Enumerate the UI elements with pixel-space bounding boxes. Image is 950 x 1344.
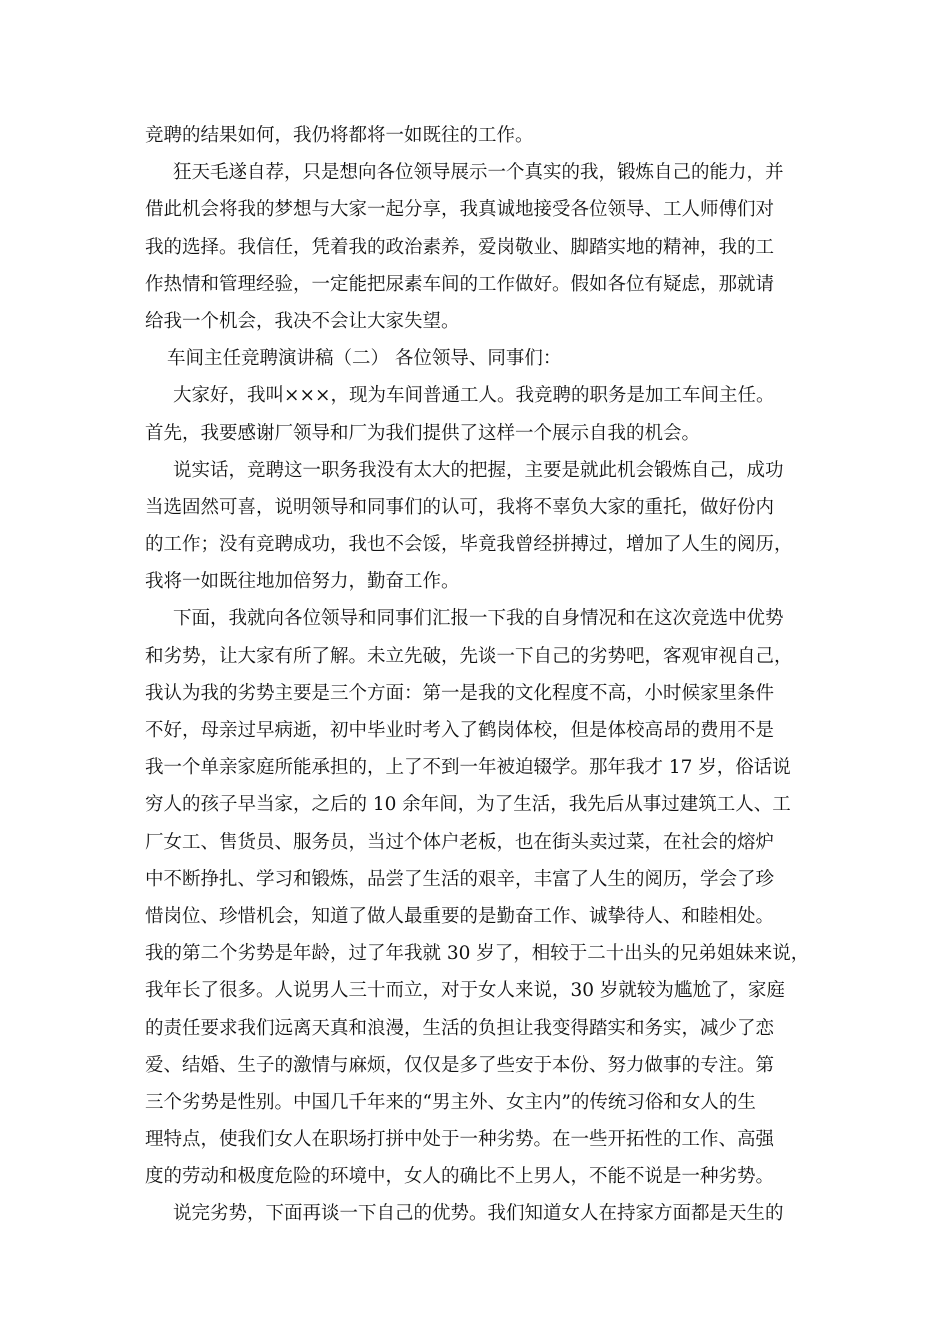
text-line: 当选固然可喜，说明领导和同事们的认可，我将不辜负大家的重托，做好份内 [145,496,775,518]
text-line: 的工作；没有竞聘成功，我也不会馁，毕竟我曾经拼搏过，增加了人生的阅历， [145,534,793,556]
text-line: 竞聘的结果如何，我仍将都将一如既往的工作。 [145,125,534,146]
text-line: 爱、结婚、生子的激情与麻烦，仅仅是多了些安于本份、努力做事的专注。第 [145,1054,775,1076]
text-line: 借此机会将我的梦想与大家一起分享，我真诚地接受各位领导、工人师傅们对 [145,199,775,221]
text-line: 大家好，我叫×××，现为车间普通工人。我竞聘的职务是加工车间主任。 [173,385,775,407]
text-line: 说完劣势，下面再谈一下自己的优势。我们知道女人在持家方面都是天生的 [173,1203,784,1225]
text-line: 作热情和管理经验，一定能把尿素车间的工作做好。假如各位有疑虑，那就请 [145,273,775,295]
text-line: 下面，我就向各位领导和同事们汇报一下我的自身情况和在这次竞选中优势 [173,608,784,630]
text-line: 我一个单亲家庭所能承担的，上了不到一年被迫辍学。那年我才 17 岁，俗话说 [145,757,791,779]
text-line: 我将一如既往地加倍努力，勤奋工作。 [145,571,460,593]
text-line: 度的劳动和极度危险的环境中，女人的确比不上男人，不能不说是一种劣势。 [145,1166,775,1188]
text-line: 穷人的孩子早当家，之后的 10 余年间，为了生活，我先后从事过建筑工人、工 [145,794,791,816]
text-line: 说实话，竞聘这一职务我没有太大的把握，主要是就此机会锻炼自己，成功 [173,459,784,481]
text-line: 三个劣势是性别。中国几千年来的“男主外、女主内”的传统习俗和女人的生 [145,1091,756,1113]
text-line: 狂天毛遂自荐，只是想向各位领导展示一个真实的我，锻炼自己的能力，并 [173,162,784,184]
text-line: 我的第二个劣势是年龄，过了年我就 30 岁了，相较于二十出头的兄弟姐妹来说， [145,943,810,965]
text-line: 给我一个机会，我决不会让大家失望。 [145,310,460,332]
text-line: 厂女工、售货员、服务员，当过个体户老板，也在街头卖过菜，在社会的熔炉 [145,831,775,853]
text-line: 我年长了很多。人说男人三十而立，对于女人来说，30 岁就较为尴尬了，家庭 [145,980,785,1002]
text-line: 和劣势，让大家有所了解。未立先破，先谈一下自己的劣势吧，客观审视自己， [145,645,793,667]
text-line: 我的选择。我信任，凭着我的政治素养，爱岗敬业、脚踏实地的精神，我的工 [145,236,775,258]
text-line: 我认为我的劣势主要是三个方面：第一是我的文化程度不高，小时候家里条件 [145,682,775,704]
text-line: 不好，母亲过早病逝，初中毕业时考入了鹤岗体校，但是体校高昂的费用不是 [145,720,775,741]
text-line: 惜岗位、珍惜机会，知道了做人最重要的是勤奋工作、诚挚待人、和睦相处。 [145,905,775,927]
text-line: 中不断挣扎、学习和锻炼，品尝了生活的艰辛，丰富了人生的阅历，学会了珍 [145,868,775,890]
text-line: 理特点，使我们女人在职场打拼中处于一种劣势。在一些开拓性的工作、高强 [145,1129,775,1151]
document-body [145,117,810,1233]
section-heading: 车间主任竞聘演讲稿（二） 各位领导、同事们： [167,348,562,370]
text-line: 首先，我要感谢厂领导和厂为我们提供了这样一个展示自我的机会。 [145,422,701,444]
text-line: 的责任要求我们远离天真和浪漫，生活的负担让我变得踏实和务实，减少了恋 [145,1017,775,1039]
